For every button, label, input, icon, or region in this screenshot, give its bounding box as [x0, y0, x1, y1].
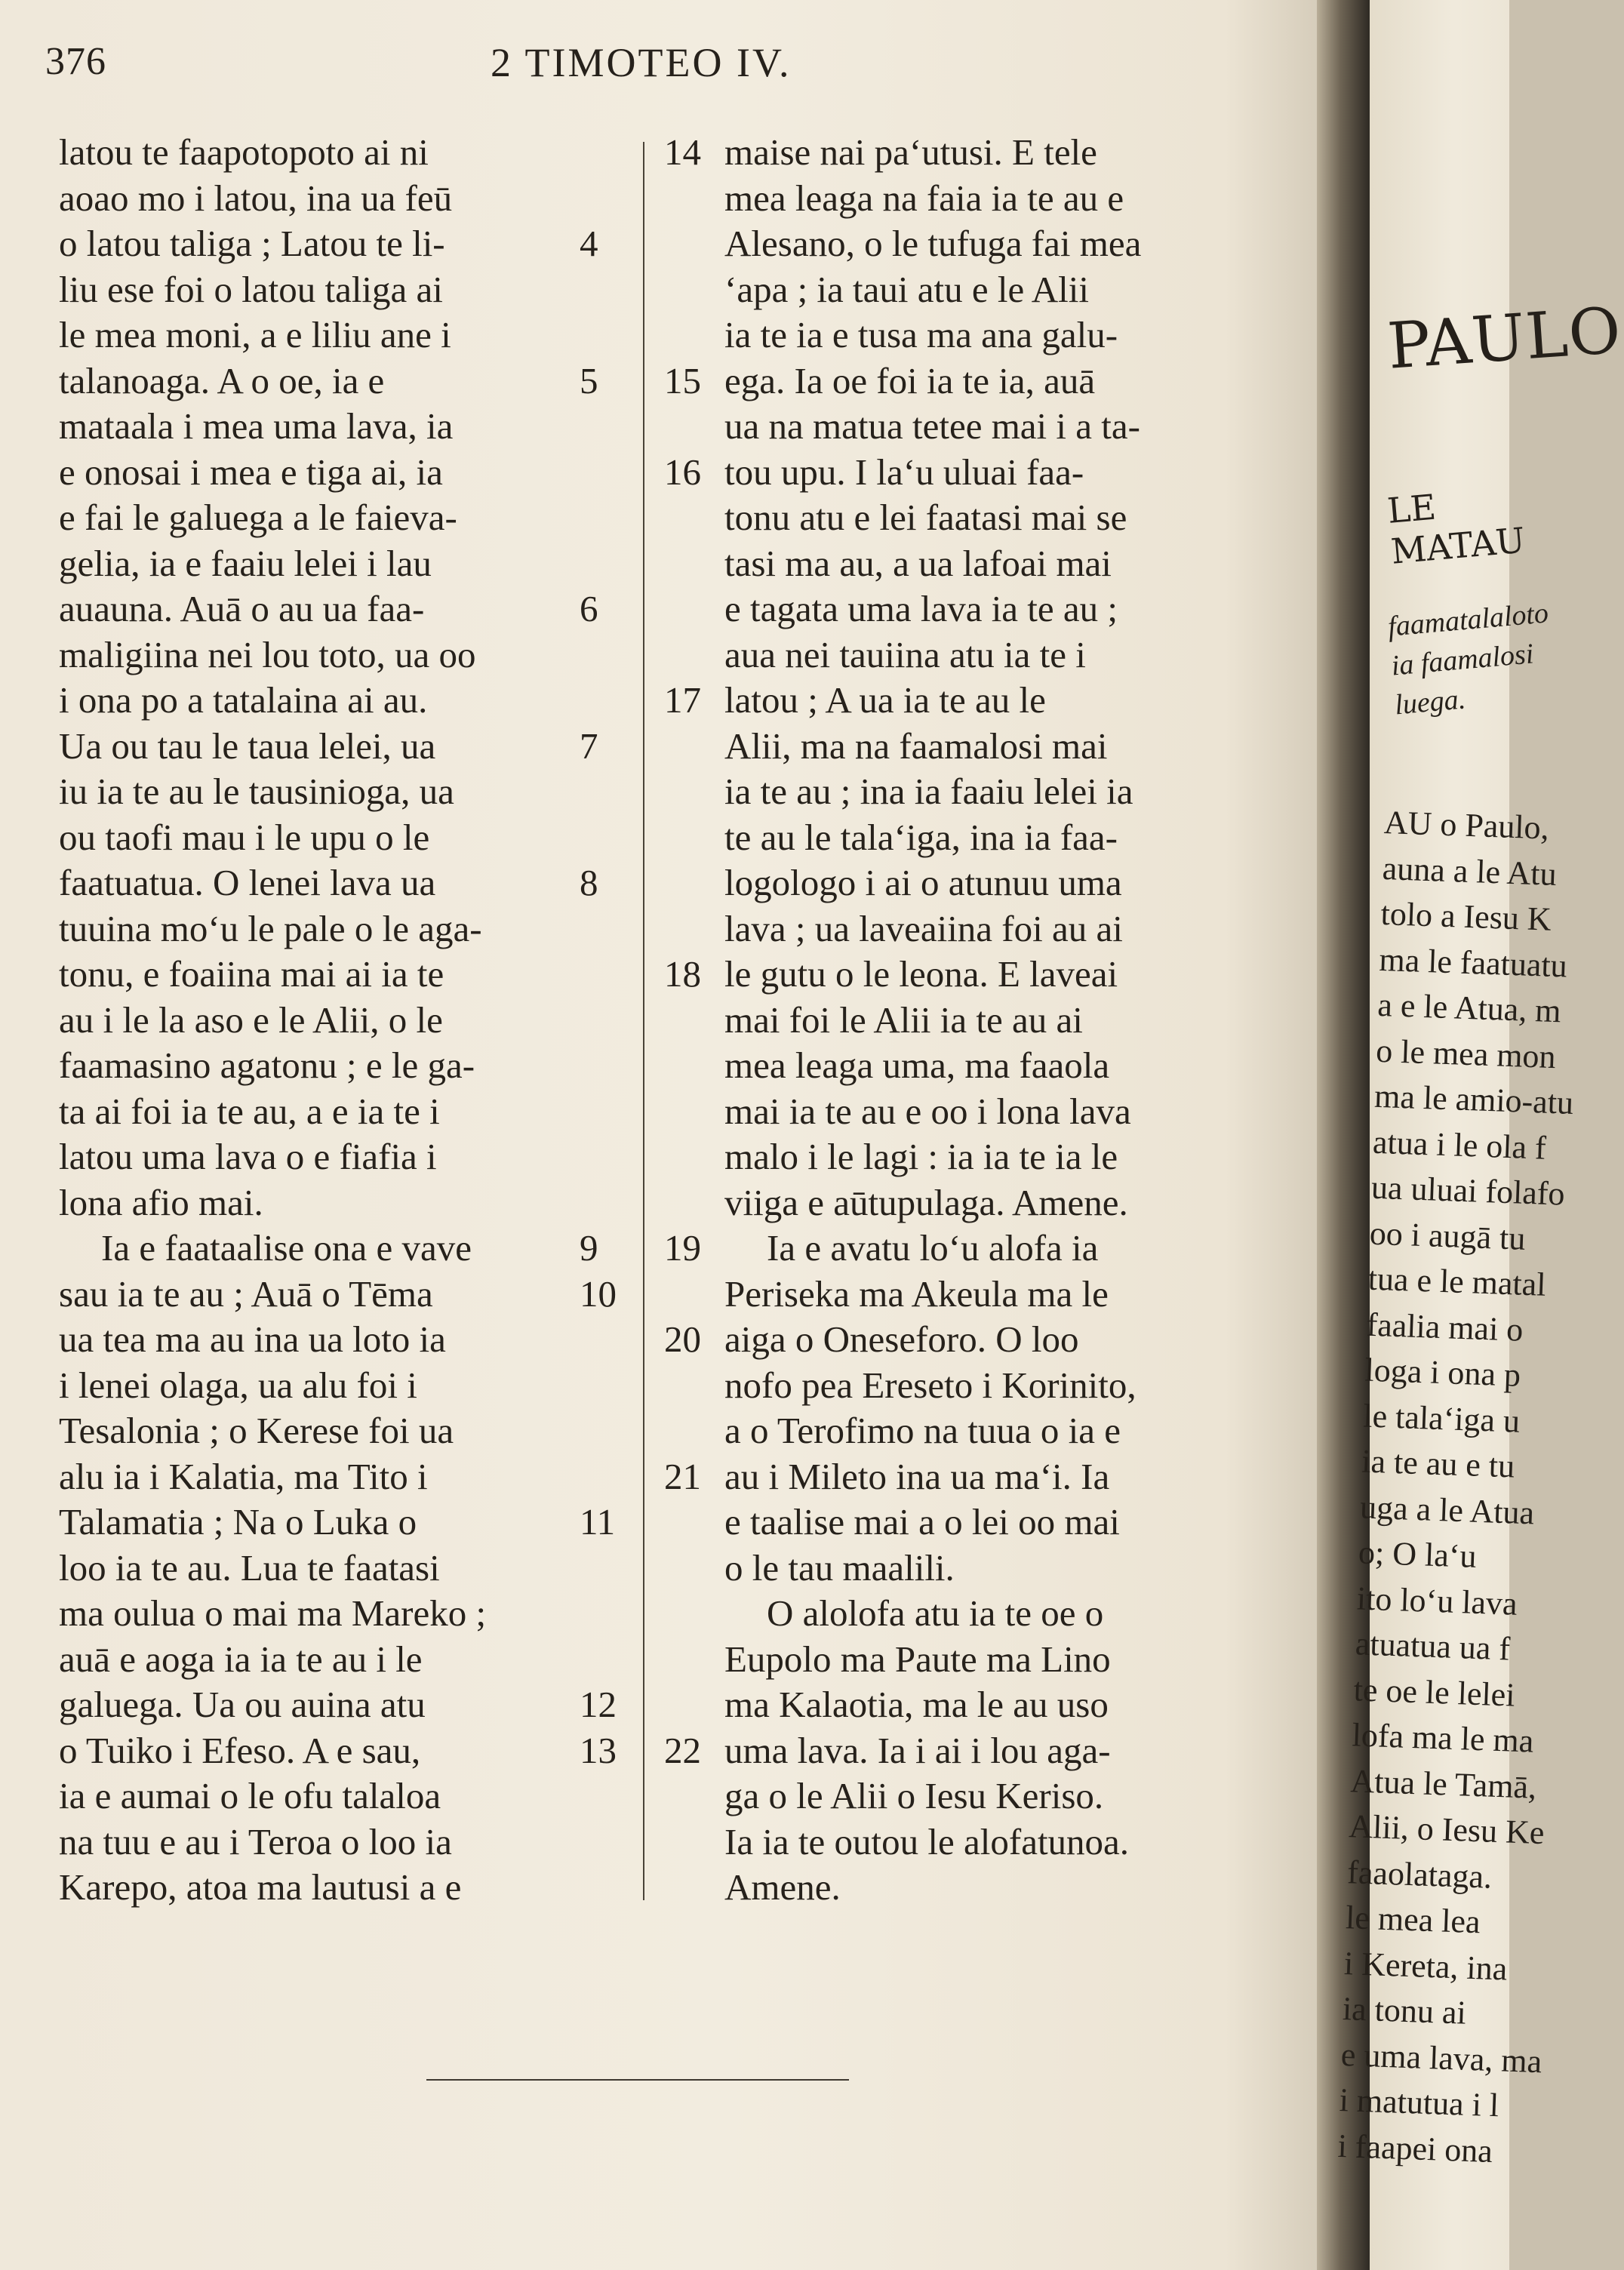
- verse-number: 14: [664, 131, 701, 173]
- text-line: 18 le gutu o le leona. E laveai: [664, 952, 1253, 998]
- text-line: o le tau maalili.: [724, 1546, 955, 1589]
- facing-page-text: [1337, 800, 1581, 2176]
- facing-page-heading: PAULO: [1385, 293, 1624, 383]
- text-line: mai foi le Alii ia te au ai: [724, 998, 1083, 1041]
- verse-number: 9: [580, 1227, 598, 1269]
- text-line: 21 au i Mileto ina ua ma‘i. Ia: [664, 1454, 1253, 1500]
- text-line: talanoaga. A o oe, ia e 5: [53, 358, 657, 404]
- text-line: faamasino agatonu ; e le ga-: [59, 1044, 475, 1086]
- left-column: [53, 130, 657, 1911]
- text-line: e tagata uma lava ia te au ;: [724, 588, 1118, 629]
- text-line: Karepo, atoa ma lautusi a e: [59, 1866, 462, 1908]
- text-line: atua i le ola f: [1372, 1123, 1547, 1167]
- text-line: tonu atu e lei faatasi mai se: [724, 497, 1127, 538]
- text-line: ‘apa ; ia taui atu e le Alii: [724, 268, 1090, 310]
- text-line: Ia ia te outou le alofatunoa.: [724, 1820, 1130, 1862]
- text-line: e fai le galuega a le faieva-: [59, 497, 457, 538]
- text-line: nofo pea Ereseto i Korinito,: [724, 1364, 1136, 1406]
- text-line: O alolofa atu ia te oe o: [767, 1592, 1104, 1634]
- text-line: 20 aiga o Oneseforo. O loo: [664, 1317, 1253, 1363]
- text-line: Talamatia ; Na o Luka o 11: [53, 1499, 657, 1546]
- verse-number: 21: [664, 1455, 701, 1497]
- text-line: Eupolo ma Paute ma Lino: [724, 1638, 1111, 1680]
- text-line: o; O la‘u: [1358, 1533, 1478, 1575]
- facing-page-partial: [1336, 0, 1624, 2270]
- text-line: lona afio mai.: [59, 1181, 263, 1223]
- text-line: aua nei tauiina atu ia te i: [724, 633, 1086, 675]
- text-line: AU o Paulo,: [1383, 803, 1550, 847]
- text-line: ia tonu ai: [1342, 1990, 1467, 2032]
- text-line: le mea lea: [1345, 1899, 1481, 1941]
- verse-number: 20: [664, 1318, 701, 1360]
- summary-line: faamatalaloto: [1386, 597, 1550, 643]
- text-line: a e le Atua, m: [1376, 986, 1562, 1030]
- text-line: ua tea ma au ina ua loto ia: [59, 1318, 446, 1360]
- text-line: Ia e faataalise ona e vave 9: [53, 1226, 657, 1272]
- verse-number: 7: [580, 724, 598, 767]
- verse-number: 13: [580, 1729, 617, 1771]
- text-line: ia te ia e tusa ma ana galu-: [724, 314, 1118, 355]
- text-line: Alii, ma na faamalosi mai: [724, 724, 1108, 767]
- text-line: le mea moni, a e liliu ane i: [59, 314, 451, 355]
- text-line: Atua le Tamā,: [1349, 1761, 1537, 1806]
- text-line: le tala‘iga u: [1362, 1397, 1521, 1440]
- text-line: galuega. Ua ou auina atu 12: [53, 1682, 657, 1728]
- summary-line: luega.: [1393, 683, 1467, 721]
- text-line: loo ia te au. Lua te faatasi: [59, 1546, 440, 1589]
- verse-number: 8: [580, 862, 598, 903]
- text-line: Ua ou tau le taua lelei, ua 7: [53, 724, 657, 770]
- facing-page-summary: [1386, 592, 1577, 724]
- running-head: [45, 29, 1087, 89]
- text-line: auna a le Atu: [1382, 849, 1558, 893]
- text-line: logologo i ai o atunuu uma: [724, 862, 1122, 903]
- text-line: tua e le matal: [1367, 1260, 1547, 1303]
- text-line: gelia, ia e faaiu lelei i lau: [59, 542, 432, 584]
- text-line: mea leaga uma, ma faaola: [724, 1044, 1110, 1086]
- text-line: aoao mo i latou, ina ua feū: [59, 177, 453, 219]
- verse-number: 6: [580, 588, 598, 629]
- right-column: [664, 130, 1253, 1911]
- text-line: tolo a Iesu K: [1379, 894, 1552, 938]
- text-line: latou te faapotopoto ai ni: [59, 131, 429, 173]
- text-line: maligiina nei lou toto, ua oo: [59, 633, 476, 675]
- text-line: te au le tala‘iga, ina ia faa-: [724, 816, 1118, 858]
- text-line: Amene.: [724, 1866, 841, 1908]
- text-line: ia te au e tu: [1361, 1442, 1515, 1485]
- text-line: mataala i mea uma lava, ia: [59, 405, 454, 447]
- verse-number: 11: [580, 1501, 616, 1543]
- text-line: a o Terofimo na tuua o ia e: [724, 1410, 1121, 1451]
- text-line: alu ia i Kalatia, ma Tito i: [59, 1455, 428, 1497]
- text-line: uga a le Atua: [1359, 1487, 1535, 1531]
- verse-number: 4: [580, 223, 598, 264]
- verse-number: 22: [664, 1729, 701, 1771]
- text-line: mea leaga na faia ia te au e: [724, 177, 1124, 219]
- text-line: lofa ma le ma: [1351, 1716, 1535, 1760]
- text-line: iu ia te au le tausinioga, ua: [59, 771, 454, 812]
- text-line: faatuatua. O lenei lava ua 8: [53, 860, 657, 906]
- end-of-book-rule: [426, 2079, 849, 2081]
- text-line: 14 maise nai pa‘utusi. E tele: [664, 130, 1253, 176]
- text-line: ou taofi mau i le upu o le: [59, 816, 430, 858]
- text-line: 16 tou upu. I la‘u uluai faa-: [664, 450, 1253, 496]
- text-line: loga i ona p: [1364, 1351, 1521, 1394]
- text-line: tasi ma au, a ua lafoai mai: [724, 542, 1112, 584]
- text-line: i ona po a tatalaina ai au.: [59, 679, 428, 721]
- text-line: o latou taliga ; Latou te li- 4: [53, 221, 657, 267]
- verse-number: 17: [664, 679, 701, 721]
- text-line: latou uma lava o e fiafia i: [59, 1136, 437, 1177]
- text-line: mai ia te au e oo i lona lava: [724, 1090, 1131, 1132]
- text-line: 15 ega. Ia oe foi ia te ia, auā: [664, 358, 1253, 404]
- text-line: faaolataga.: [1346, 1853, 1493, 1896]
- text-line: te oe le lelei: [1352, 1670, 1516, 1714]
- text-line: e uma lava, ma: [1340, 2035, 1542, 2080]
- text-line: malo i le lagi : ia ia te ia le: [724, 1136, 1118, 1177]
- verse-number: 15: [664, 359, 701, 401]
- verse-number: 18: [664, 953, 701, 995]
- text-line: i Kereta, ina: [1343, 1944, 1509, 1988]
- text-line: o le mea mon: [1375, 1032, 1557, 1075]
- text-line: e onosai i mea e tiga ai, ia: [59, 451, 443, 493]
- text-line: na tuu e au i Teroa o loo ia: [59, 1820, 452, 1862]
- text-line: faalia mai o: [1365, 1306, 1524, 1349]
- text-line: viiga e aūtupulaga. Amene.: [724, 1181, 1128, 1223]
- text-line: Tesalonia ; o Kerese foi ua: [59, 1410, 454, 1451]
- verse-number: 5: [580, 359, 598, 401]
- text-line: sau ia te au ; Auā o Tēma 10: [53, 1272, 657, 1318]
- column-divider: [643, 142, 644, 1900]
- text-line: ta ai foi ia te au, a e ia te i: [59, 1090, 440, 1132]
- verse-number: 19: [664, 1227, 701, 1269]
- text-line: ua uluai folafo: [1370, 1168, 1566, 1213]
- text-line: ua na matua tetee mai i a ta-: [724, 405, 1140, 447]
- text-line: auā e aoga ia ia te au i le: [59, 1638, 423, 1680]
- facing-page-subheading: LE MATAU: [1386, 486, 1527, 572]
- text-line: i faapei ona: [1336, 2127, 1493, 2170]
- text-line: ito lo‘u lava: [1356, 1579, 1518, 1623]
- text-line: Periseka ma Akeula ma le: [724, 1272, 1109, 1315]
- text-line: auauna. Auā o au ua faa- 6: [53, 586, 657, 632]
- verse-number: 10: [580, 1272, 617, 1315]
- text-line: ia e aumai o le ofu talaloa: [59, 1775, 441, 1816]
- text-line: o Tuiko i Efeso. A e sau, 13: [53, 1728, 657, 1774]
- text-line: lava ; ua laveaiina foi au ai: [724, 907, 1123, 949]
- text-line: ma Kalaotia, ma le au uso: [724, 1684, 1109, 1725]
- text-line: i lenei olaga, ua alu foi i: [59, 1364, 417, 1406]
- verse-number: 16: [664, 451, 701, 493]
- page-number: 376: [45, 40, 106, 83]
- verse-number: 12: [580, 1684, 617, 1725]
- text-line: oo i augā tu: [1369, 1214, 1527, 1257]
- text-line: liu ese foi o latou taliga ai: [59, 268, 443, 310]
- book-title: 2 TIMOTEO IV.: [491, 40, 792, 85]
- text-line: 17 latou ; A ua ia te au le: [664, 678, 1253, 724]
- text-line: tuuina mo‘u le pale o le aga-: [59, 907, 482, 949]
- text-line: atuatua ua f: [1355, 1625, 1511, 1668]
- text-line: i matutua i l: [1338, 2081, 1499, 2124]
- text-line: 22 uma lava. Ia i ai i lou aga-: [664, 1728, 1253, 1774]
- summary-line: ia faamalosi: [1389, 638, 1535, 682]
- text-line: 19 Ia e avatu lo‘u alofa ia: [664, 1226, 1253, 1272]
- text-line: Alii, o Iesu Ke: [1348, 1807, 1546, 1852]
- text-line: ma oulua o mai ma Mareko ;: [59, 1592, 487, 1634]
- text-line: au i le la aso e le Alii, o le: [59, 998, 443, 1041]
- text-line: ga o le Alii o Iesu Keriso.: [724, 1775, 1104, 1816]
- text-line: Alesano, o le tufuga fai mea: [724, 223, 1142, 264]
- text-line: ia te au ; ina ia faaiu lelei ia: [724, 771, 1133, 812]
- text-line: tonu, e foaiina mai ai ia te: [59, 953, 444, 995]
- text-line: ma le faatuatu: [1378, 940, 1568, 985]
- text-line: ma le amio-atu: [1373, 1077, 1574, 1121]
- text-line: e taalise mai a o lei oo mai: [724, 1501, 1120, 1543]
